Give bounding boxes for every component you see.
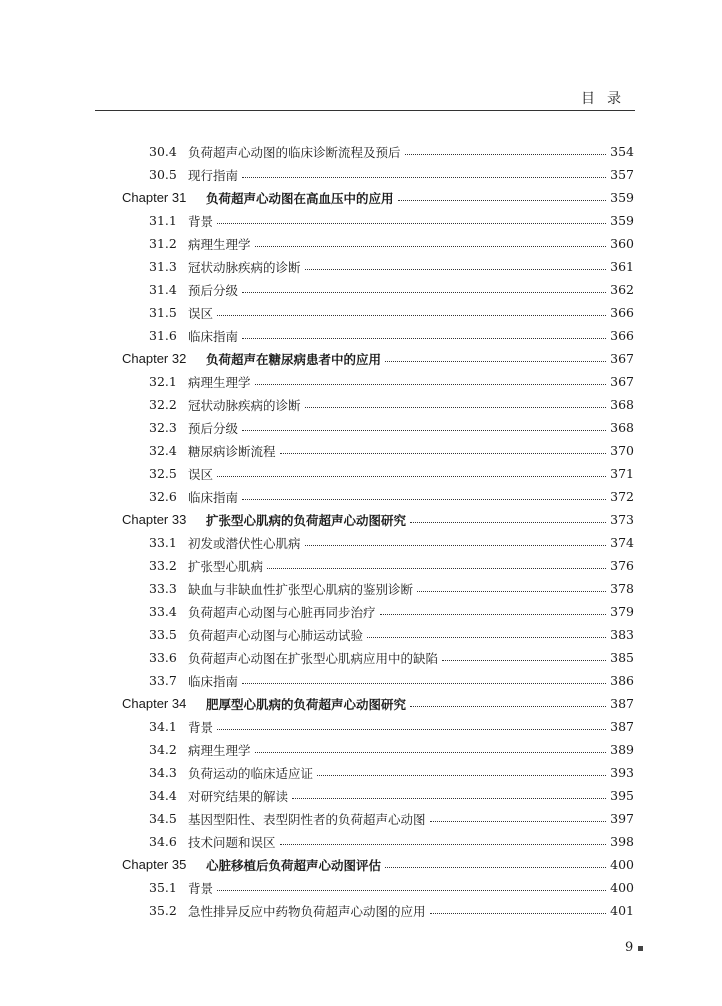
entry-number: 31.4 (149, 282, 177, 297)
table-of-contents (0, 140, 722, 922)
toc-section-entry[interactable] (0, 370, 634, 393)
entry-page-number: 387 (610, 696, 634, 711)
dot-leader (398, 200, 607, 201)
dot-leader (305, 269, 607, 270)
dot-leader (217, 729, 606, 730)
entry-number: 31.1 (149, 213, 177, 228)
entry-page-number: 374 (610, 535, 634, 550)
dot-leader (242, 499, 606, 500)
toc-section-entry[interactable] (0, 278, 634, 301)
dot-leader (385, 361, 606, 362)
entry-page-number: 400 (610, 880, 634, 895)
entry-title: 负荷超声心动图与心脏再同步治疗 (188, 604, 376, 620)
entry-number: 34.4 (149, 788, 177, 803)
toc-section-entry[interactable] (0, 899, 634, 922)
toc-section-entry[interactable] (0, 255, 634, 278)
square-marker-icon (638, 946, 643, 951)
entry-title: 预后分级 (188, 420, 239, 436)
dot-leader (255, 384, 607, 385)
toc-section-entry[interactable] (0, 784, 634, 807)
entry-number: 31.6 (149, 328, 177, 343)
entry-title: 急性排异反应中药物负荷超声心动图的应用 (188, 903, 426, 919)
entry-title: 负荷超声心动图与心肺运动试验 (188, 627, 364, 643)
entry-title: 初发或潜伏性心肌病 (188, 535, 301, 551)
entry-number: 32.5 (149, 466, 177, 481)
toc-section-entry[interactable] (0, 209, 634, 232)
dot-leader (242, 292, 606, 293)
dot-leader (242, 683, 606, 684)
entry-title: 负荷超声在糖尿病患者中的应用 (206, 351, 382, 367)
toc-section-entry[interactable] (0, 646, 634, 669)
entry-page-number: 360 (610, 236, 634, 251)
toc-section-entry[interactable] (0, 439, 634, 462)
dot-leader (217, 315, 606, 316)
toc-section-entry[interactable] (0, 600, 634, 623)
entry-page-number: 385 (610, 650, 634, 665)
toc-section-entry[interactable] (0, 738, 634, 761)
entry-number: 30.5 (149, 167, 177, 182)
toc-section-entry[interactable] (0, 715, 634, 738)
entry-title: 误区 (188, 305, 214, 321)
entry-title: 冠状动脉疾病的诊断 (188, 397, 301, 413)
toc-section-entry[interactable] (0, 531, 634, 554)
entry-page-number: 397 (610, 811, 634, 826)
dot-leader (380, 614, 607, 615)
entry-title: 负荷超声心动图在高血压中的应用 (206, 190, 394, 206)
entry-title: 现行指南 (188, 167, 239, 183)
entry-number: 35.2 (149, 903, 177, 918)
entry-number: 32.1 (149, 374, 177, 389)
toc-section-entry[interactable] (0, 830, 634, 853)
dot-leader (305, 545, 607, 546)
toc-section-entry[interactable] (0, 623, 634, 646)
entry-number: 32.4 (149, 443, 177, 458)
toc-section-entry[interactable] (0, 554, 634, 577)
dot-leader (292, 798, 606, 799)
toc-section-entry[interactable] (0, 577, 634, 600)
entry-title: 病理生理学 (188, 742, 251, 758)
entry-page-number: 354 (610, 144, 634, 159)
toc-section-entry[interactable] (0, 393, 634, 416)
toc-section-entry[interactable] (0, 163, 634, 186)
entry-number: 33.6 (149, 650, 177, 665)
entry-title: 病理生理学 (188, 236, 251, 252)
entry-page-number: 361 (610, 259, 634, 274)
entry-number: 34.3 (149, 765, 177, 780)
entry-title: 误区 (188, 466, 214, 482)
toc-section-entry[interactable] (0, 324, 634, 347)
entry-number: 34.2 (149, 742, 177, 757)
dot-leader (430, 821, 607, 822)
dot-leader (217, 223, 606, 224)
dot-leader (242, 338, 606, 339)
entry-title: 缺血与非缺血性扩张型心肌病的鉴别诊断 (188, 581, 414, 597)
entry-number: 35.1 (149, 880, 177, 895)
dot-leader (442, 660, 606, 661)
entry-number: Chapter 32 (122, 351, 187, 366)
entry-title: 背景 (188, 880, 214, 896)
entry-page-number: 359 (610, 190, 634, 205)
dot-leader (430, 913, 607, 914)
dot-leader (255, 246, 607, 247)
entry-number: 31.2 (149, 236, 177, 251)
toc-chapter-entry[interactable] (0, 692, 634, 715)
entry-page-number: 359 (610, 213, 634, 228)
dot-leader (280, 453, 607, 454)
entry-number: 34.5 (149, 811, 177, 826)
dot-leader (367, 637, 606, 638)
entry-title: 技术问题和误区 (188, 834, 276, 850)
entry-page-number: 398 (610, 834, 634, 849)
dot-leader (305, 407, 607, 408)
entry-page-number: 370 (610, 443, 634, 458)
entry-page-number: 357 (610, 167, 634, 182)
dot-leader (217, 476, 606, 477)
entry-title: 病理生理学 (188, 374, 251, 390)
toc-chapter-entry[interactable] (0, 508, 634, 531)
entry-page-number: 378 (610, 581, 634, 596)
dot-leader (242, 430, 606, 431)
toc-section-entry[interactable] (0, 232, 634, 255)
entry-page-number: 373 (610, 512, 634, 527)
entry-number: 33.4 (149, 604, 177, 619)
entry-number: 33.7 (149, 673, 177, 688)
entry-page-number: 386 (610, 673, 634, 688)
entry-page-number: 395 (610, 788, 634, 803)
entry-number: 32.3 (149, 420, 177, 435)
entry-number: 30.4 (149, 144, 177, 159)
dot-leader (242, 177, 606, 178)
entry-number: 33.2 (149, 558, 177, 573)
entry-page-number: 368 (610, 397, 634, 412)
entry-page-number: 372 (610, 489, 634, 504)
dot-leader (255, 752, 607, 753)
entry-page-number: 371 (610, 466, 634, 481)
entry-title: 扩张型心肌病 (188, 558, 264, 574)
dot-leader (385, 867, 606, 868)
dot-leader (405, 154, 607, 155)
entry-page-number: 393 (610, 765, 634, 780)
entry-page-number: 401 (610, 903, 634, 918)
toc-section-entry[interactable] (0, 301, 634, 324)
toc-section-entry[interactable] (0, 669, 634, 692)
entry-page-number: 367 (610, 374, 634, 389)
entry-title: 背景 (188, 719, 214, 735)
entry-title: 背景 (188, 213, 214, 229)
entry-page-number: 367 (610, 351, 634, 366)
entry-title: 预后分级 (188, 282, 239, 298)
dot-leader (217, 890, 606, 891)
entry-page-number: 379 (610, 604, 634, 619)
running-header (95, 86, 635, 111)
entry-title: 基因型阳性、表型阴性者的负荷超声心动图 (188, 811, 426, 827)
dot-leader (410, 706, 606, 707)
entry-title: 负荷运动的临床适应证 (188, 765, 314, 781)
entry-page-number: 366 (610, 305, 634, 320)
entry-number: 31.3 (149, 259, 177, 274)
entry-number: 33.3 (149, 581, 177, 596)
entry-number: Chapter 33 (122, 512, 187, 527)
toc-section-entry[interactable] (0, 462, 634, 485)
entry-page-number: 368 (610, 420, 634, 435)
toc-section-entry[interactable] (0, 485, 634, 508)
entry-page-number: 387 (610, 719, 634, 734)
toc-chapter-entry[interactable] (0, 853, 634, 876)
entry-title: 糖尿病诊断流程 (188, 443, 276, 459)
entry-title: 冠状动脉疾病的诊断 (188, 259, 301, 275)
toc-section-entry[interactable] (0, 761, 634, 784)
entry-page-number: 362 (610, 282, 634, 297)
entry-number: 34.6 (149, 834, 177, 849)
dot-leader (417, 591, 606, 592)
dot-leader (410, 522, 606, 523)
entry-page-number: 389 (610, 742, 634, 757)
entry-number: 31.5 (149, 305, 177, 320)
entry-title: 负荷超声心动图的临床诊断流程及预后 (188, 144, 401, 160)
entry-page-number: 376 (610, 558, 634, 573)
toc-section-entry[interactable] (0, 140, 634, 163)
entry-number: 33.5 (149, 627, 177, 642)
toc-section-entry[interactable] (0, 876, 634, 899)
entry-number: Chapter 31 (122, 190, 187, 205)
toc-section-entry[interactable] (0, 807, 634, 830)
entry-title: 负荷超声心动图在扩张型心肌病应用中的缺陷 (188, 650, 439, 666)
entry-number: 32.2 (149, 397, 177, 412)
entry-title: 临床指南 (188, 328, 239, 344)
entry-number: Chapter 34 (122, 696, 187, 711)
toc-section-entry[interactable] (0, 416, 634, 439)
header-title: 目录 (581, 91, 633, 107)
entry-title: 对研究结果的解读 (188, 788, 289, 804)
dot-leader (317, 775, 606, 776)
entry-page-number: 383 (610, 627, 634, 642)
entry-number: Chapter 35 (122, 857, 187, 872)
entry-page-number: 400 (610, 857, 634, 872)
entry-title: 扩张型心肌病的负荷超声心动图研究 (206, 512, 407, 528)
entry-number: 33.1 (149, 535, 177, 550)
entry-number: 32.6 (149, 489, 177, 504)
entry-page-number: 366 (610, 328, 634, 343)
page-footer (625, 940, 643, 955)
entry-title: 临床指南 (188, 673, 239, 689)
dot-leader (267, 568, 606, 569)
toc-chapter-entry[interactable] (0, 186, 634, 209)
entry-number: 34.1 (149, 719, 177, 734)
entry-title: 肥厚型心肌病的负荷超声心动图研究 (206, 696, 407, 712)
dot-leader (280, 844, 607, 845)
toc-chapter-entry[interactable] (0, 347, 634, 370)
entry-title: 临床指南 (188, 489, 239, 505)
page-number: 9 (625, 940, 634, 955)
entry-title: 心脏移植后负荷超声心动图评估 (206, 857, 382, 873)
